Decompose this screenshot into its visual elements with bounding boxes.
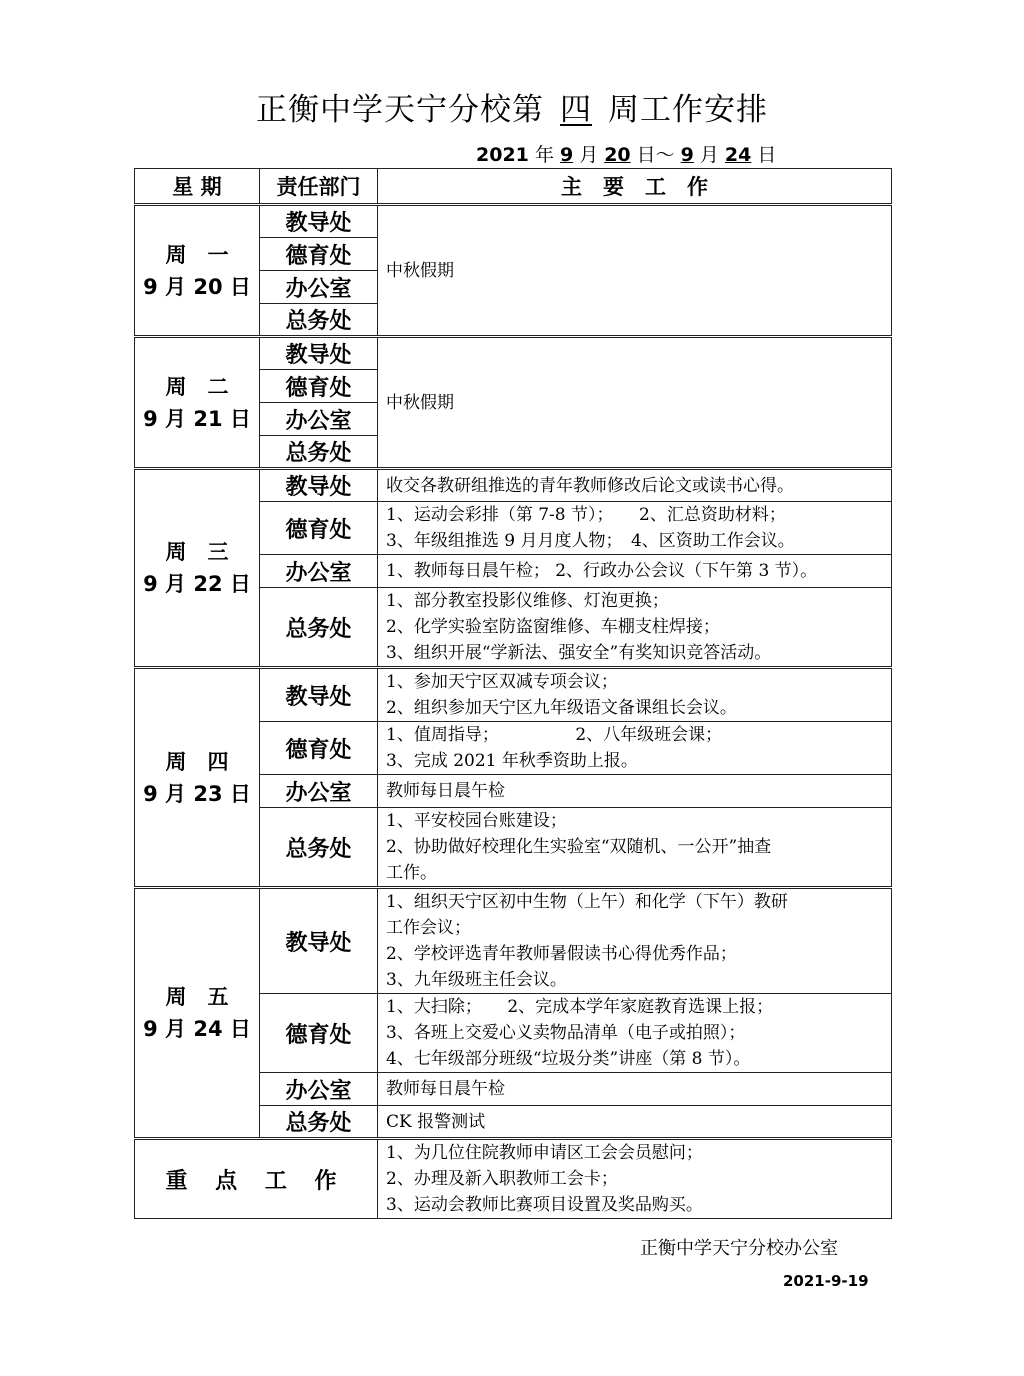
work-cell	[378, 722, 892, 775]
dept-cell: 办公室	[260, 403, 378, 436]
work-line: 1、为几位住院教师申请区工会会员慰问；	[386, 1143, 703, 1163]
work-line: 1、大扫除； 2、完成本学年家庭教育选课上报；	[386, 997, 774, 1017]
work-line: 3、运动会教师比赛项目设置及奖品购买。	[386, 1195, 703, 1215]
day-name: 周 一	[165, 242, 229, 267]
work-line: 3、组织开展“学新法、强安全”有奖知识竞答活动。	[386, 643, 772, 663]
work-line: 1、值周指导； 2、八年级班会课；	[386, 725, 723, 745]
date-range: 2021 年 9 月 20 日～ 9 月 24 日	[476, 144, 777, 166]
office-signature: 正衡中学天宁分校办公室	[640, 1238, 838, 1259]
table-row	[135, 668, 892, 722]
header-row	[135, 169, 892, 205]
day-date: 9 月 20 日	[143, 274, 251, 299]
dept-cell: 德育处	[260, 502, 378, 555]
work-line: 3、九年级班主任会议。	[386, 970, 567, 990]
dept-cell: 教导处	[260, 668, 378, 722]
day-name: 周 五	[165, 985, 229, 1009]
work-line: 工作。	[386, 863, 437, 883]
dept-cell: 德育处	[260, 994, 378, 1073]
work-line: 1、参加天宁区双减专项会议；	[386, 672, 618, 692]
schedule-body	[135, 205, 892, 1219]
work-cell	[378, 588, 892, 668]
schedule-table	[134, 168, 892, 1219]
day-name: 周 三	[165, 540, 229, 564]
dept-cell: 总务处	[260, 588, 378, 668]
page-title: 正衡中学天宁分校第 四 周工作安排	[0, 84, 1024, 129]
dept-cell: 办公室	[260, 1073, 378, 1106]
day-cell	[135, 888, 260, 1139]
dept-cell: 总务处	[260, 436, 378, 469]
dept-cell: 总务处	[260, 304, 378, 337]
work-cell	[378, 502, 892, 555]
work-line: 教师每日晨午检	[386, 781, 505, 801]
work-cell	[378, 808, 892, 888]
dept-cell: 教导处	[260, 205, 378, 238]
work-line: 3、完成 2021 年秋季资助上报。	[386, 751, 638, 771]
work-line: 2、协助做好校理化生实验室“双随机、一公开”抽查	[386, 837, 772, 857]
dept-cell: 德育处	[260, 722, 378, 775]
work-line: 4、七年级部分班级“垃圾分类”讲座（第 8 节）。	[386, 1049, 751, 1069]
work-line: 3、各班上交爱心义卖物品清单（电子或拍照）；	[386, 1023, 746, 1043]
issue-date: 2021-9-19	[783, 1272, 869, 1290]
work-line: 3、年级组推选 9 月月度人物； 4、区资助工作会议。	[386, 531, 795, 551]
key-work-label: 重 点 工 作	[135, 1139, 378, 1219]
work-line: 1、教师每日晨午检； 2、行政办公会议（下午第 3 节）。	[386, 561, 818, 581]
day-cell	[135, 337, 260, 469]
day-date: 9 月 23 日	[143, 781, 251, 806]
dept-cell: 总务处	[260, 1106, 378, 1139]
day-date: 9 月 22 日	[143, 572, 251, 596]
key-work-row	[135, 1139, 892, 1219]
week-number: 四	[560, 92, 592, 128]
header-day: 星 期	[135, 169, 260, 205]
dept-cell: 教导处	[260, 888, 378, 994]
day-name: 周 二	[165, 374, 229, 399]
work-cell	[378, 337, 892, 469]
work-cell	[378, 775, 892, 808]
work-cell	[378, 1073, 892, 1106]
work-line: 2、办理及新入职教师工会卡；	[386, 1169, 618, 1189]
day-name: 周 四	[165, 749, 229, 774]
work-line: 1、部分教室投影仪维修、灯泡更换；	[386, 591, 669, 611]
work-line: 中秋假期	[386, 392, 454, 413]
work-line: 2、化学实验室防盗窗维修、车棚支柱焊接；	[386, 617, 720, 637]
work-line: 收交各教研组推选的青年教师修改后论文或读书心得。	[386, 475, 794, 496]
work-cell	[378, 555, 892, 588]
dept-cell: 办公室	[260, 271, 378, 304]
work-cell	[378, 1106, 892, 1139]
dept-cell: 德育处	[260, 370, 378, 403]
dept-cell: 办公室	[260, 775, 378, 808]
work-cell	[378, 994, 892, 1073]
work-line: 教师每日晨午检	[386, 1079, 505, 1099]
work-line: CK 报警测试	[386, 1111, 486, 1132]
work-line: 中秋假期	[386, 260, 454, 281]
work-line: 1、组织天宁区初中生物（上午）和化学（下午）教研	[386, 892, 788, 912]
dept-cell: 教导处	[260, 337, 378, 370]
work-line: 1、运动会彩排（第 7-8 节）； 2、汇总资助材料；	[386, 505, 786, 525]
header-dept: 责任部门	[260, 169, 378, 205]
work-line: 工作会议；	[386, 918, 471, 938]
work-cell	[378, 888, 892, 994]
work-cell	[378, 205, 892, 337]
work-cell	[378, 469, 892, 502]
day-cell	[135, 469, 260, 668]
table-row	[135, 469, 892, 502]
dept-cell: 总务处	[260, 808, 378, 888]
work-line: 2、学校评选青年教师暑假读书心得优秀作品；	[386, 944, 737, 964]
work-line: 1、平安校园台账建设；	[386, 811, 567, 831]
work-line: 2、组织参加天宁区九年级语文备课组长会议。	[386, 698, 737, 718]
table-row	[135, 205, 892, 238]
table-row	[135, 337, 892, 370]
work-cell	[378, 668, 892, 722]
dept-cell: 办公室	[260, 555, 378, 588]
key-work-cell	[378, 1139, 892, 1219]
day-date: 9 月 24 日	[143, 1017, 251, 1041]
table-row	[135, 888, 892, 994]
dept-cell: 德育处	[260, 238, 378, 271]
day-cell	[135, 668, 260, 888]
dept-cell: 教导处	[260, 469, 378, 502]
header-work: 主 要 工 作	[378, 169, 892, 205]
day-cell	[135, 205, 260, 337]
day-date: 9 月 21 日	[143, 406, 251, 431]
